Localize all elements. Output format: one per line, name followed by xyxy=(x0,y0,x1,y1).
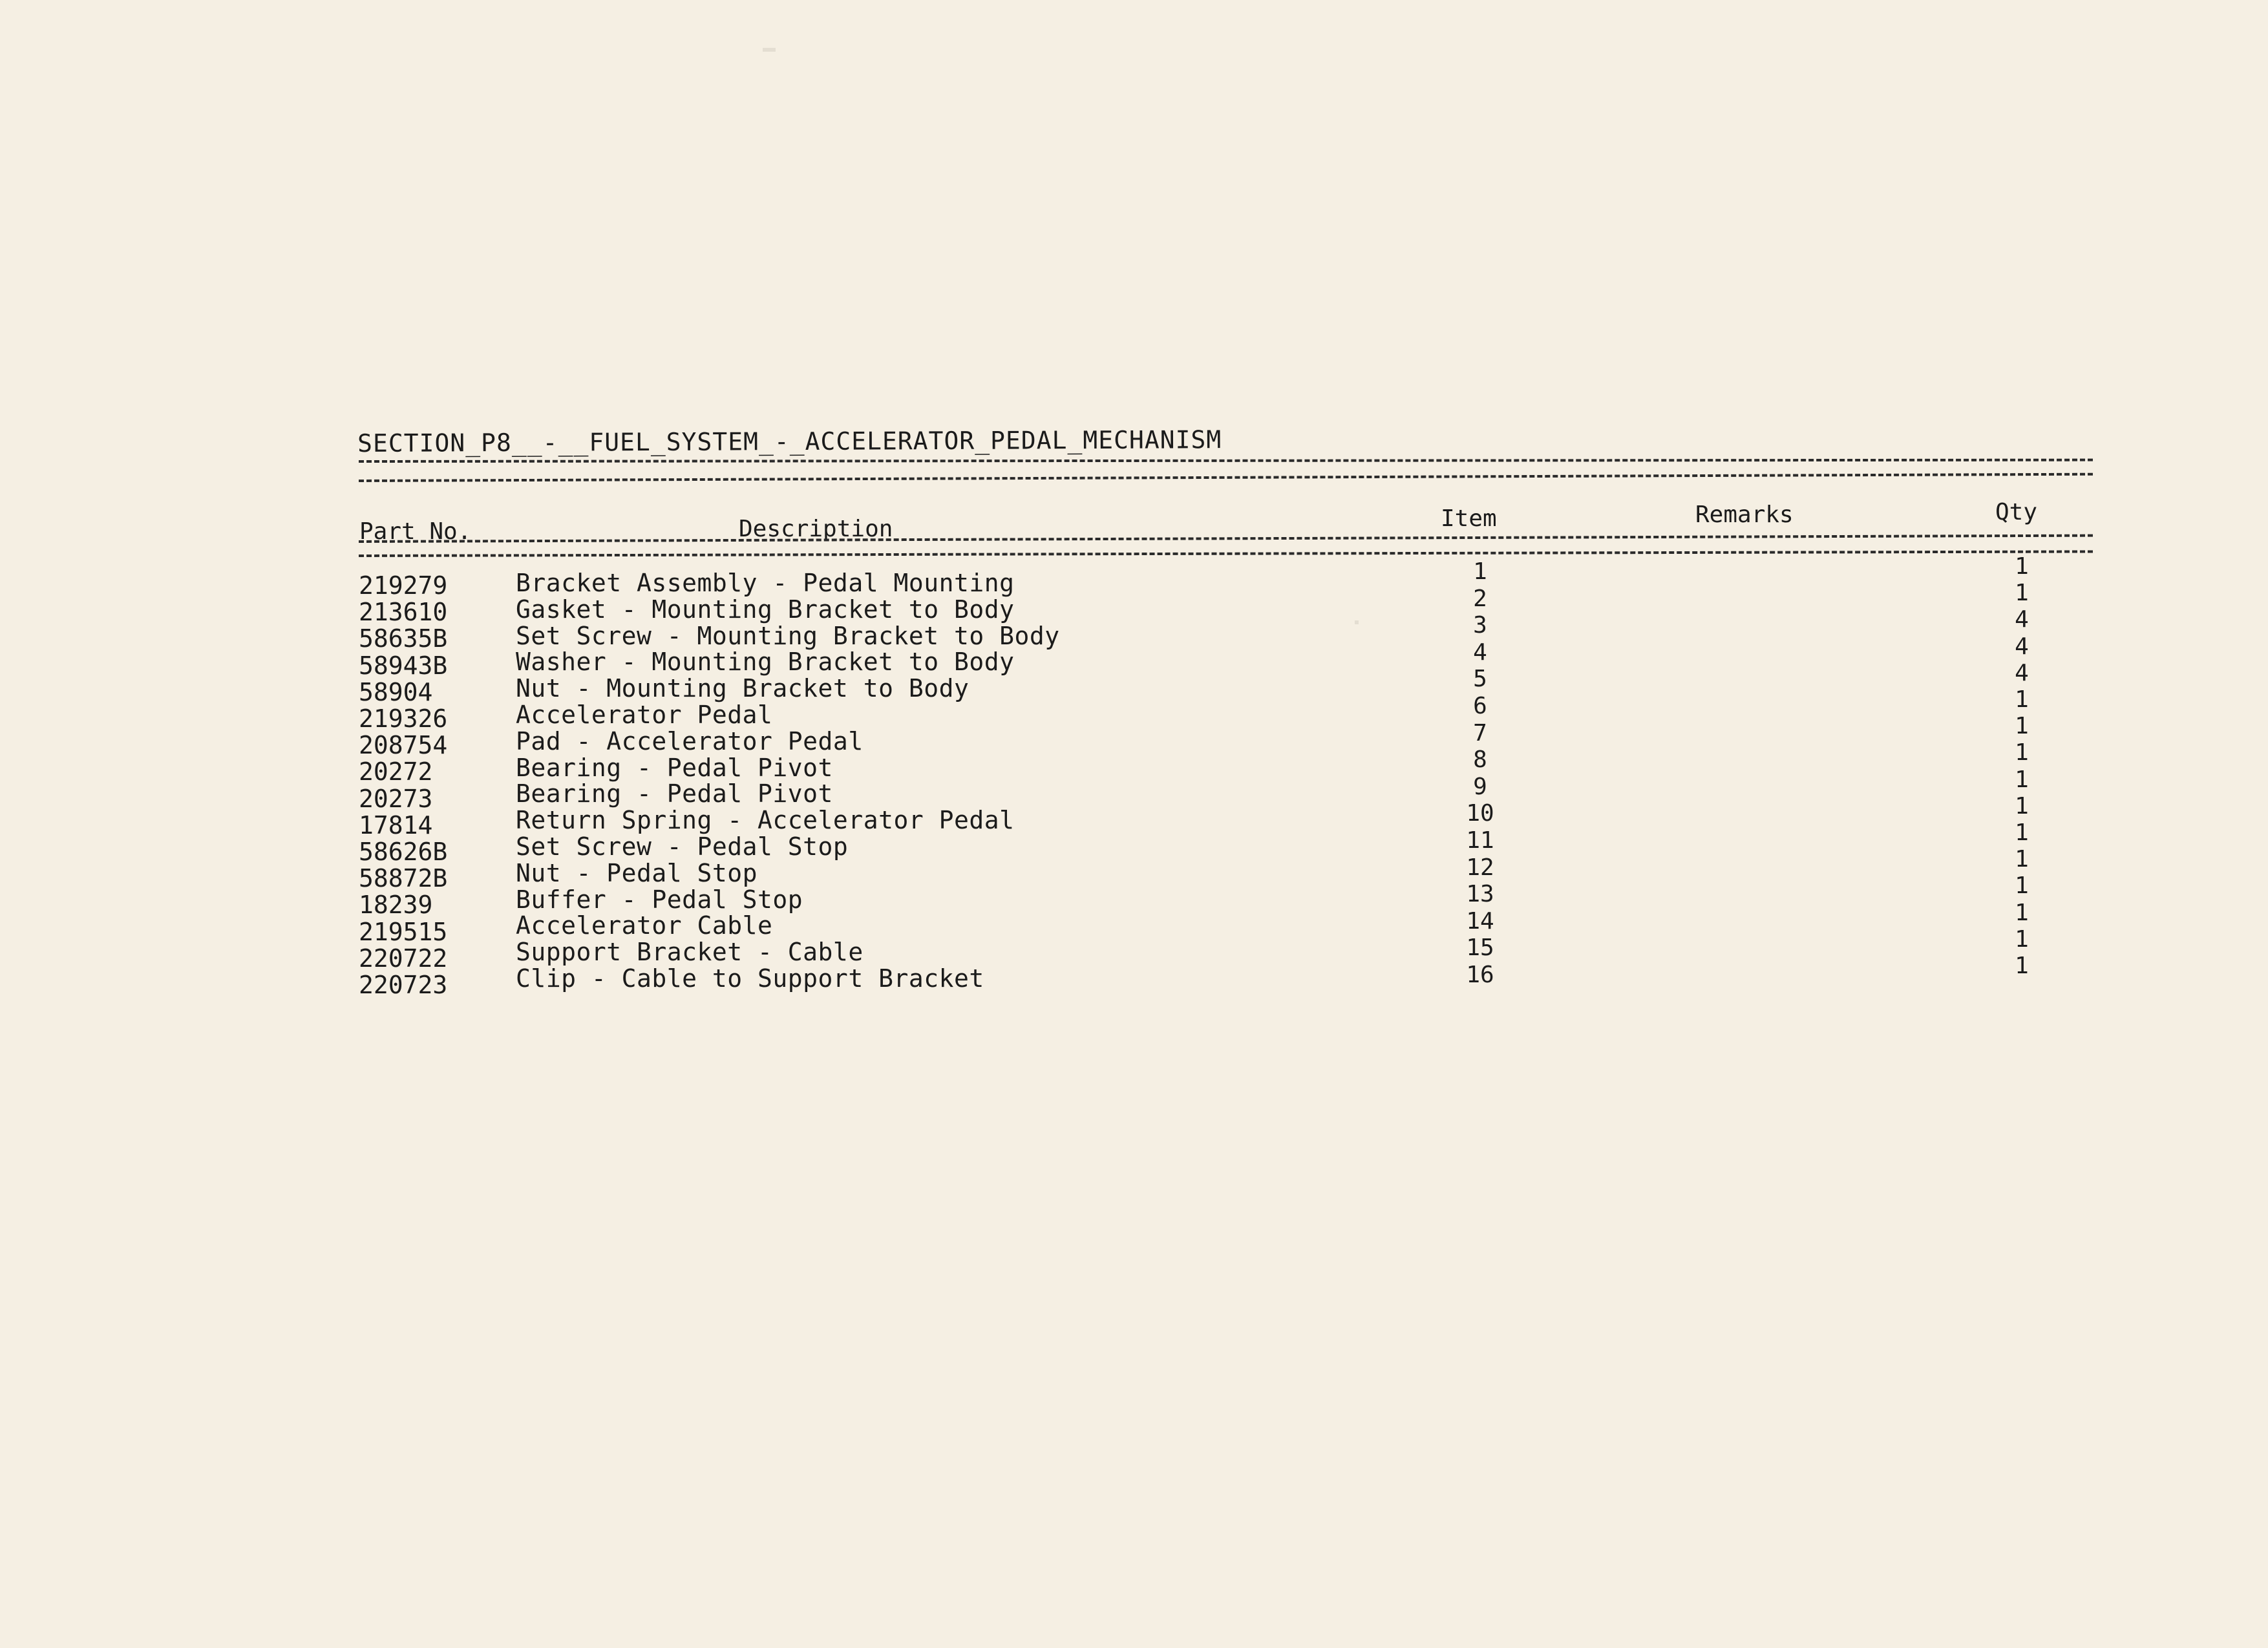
item-number: 16 xyxy=(1466,962,1494,988)
table-row xyxy=(0,911,2268,946)
part-description: Clip - Cable to Support Bracket xyxy=(516,964,984,993)
item-number: 7 xyxy=(1473,719,1487,746)
part-description: Set Screw - Pedal Stop xyxy=(516,832,849,861)
header-remarks: Remarks xyxy=(1695,502,1794,528)
part-description: Nut - Pedal Stop xyxy=(516,858,758,887)
quantity: 4 xyxy=(2015,659,2029,686)
quantity: 1 xyxy=(2015,899,2029,926)
part-description: Support Bracket - Cable xyxy=(516,938,864,967)
table-row xyxy=(0,569,2268,600)
quantity: 1 xyxy=(2015,925,2029,953)
part-number: 219515 xyxy=(359,917,448,946)
item-number: 5 xyxy=(1473,666,1487,693)
table-row xyxy=(0,701,2268,733)
table-row xyxy=(0,595,2268,627)
title-separator-dashes xyxy=(359,473,2093,482)
item-number: 13 xyxy=(1466,881,1494,908)
part-description: Set Screw - Mounting Bracket to Body xyxy=(516,621,1060,650)
table-row xyxy=(0,779,2268,813)
table-row xyxy=(0,806,2268,840)
table-row xyxy=(0,648,2268,680)
part-description: Accelerator Pedal xyxy=(516,701,773,729)
quantity: 1 xyxy=(2015,792,2029,819)
part-description: Return Spring - Accelerator Pedal xyxy=(516,806,1015,835)
part-number: 220723 xyxy=(359,971,448,999)
part-description: Nut - Mounting Bracket to Body xyxy=(516,674,970,703)
section-title: SECTION_P8__-__FUEL_SYSTEM_-_ACCELERATOR_PEDAL_MECHANISM xyxy=(357,425,1222,458)
part-number: 58904 xyxy=(359,677,433,706)
item-number: 14 xyxy=(1466,907,1494,935)
header-description: Description xyxy=(739,516,893,542)
table-top-dashes xyxy=(359,550,2093,557)
header-bottom-dashes xyxy=(359,534,2093,543)
table-row xyxy=(0,832,2268,866)
part-description: Washer - Mounting Bracket to Body xyxy=(516,648,1015,677)
table-row xyxy=(0,674,2268,706)
title-underline-dashes xyxy=(359,459,2093,463)
part-description: Pad - Accelerator Pedal xyxy=(516,726,864,755)
part-description: Gasket - Mounting Bracket to Body xyxy=(516,595,1015,624)
quantity: 1 xyxy=(2015,739,2029,766)
quantity: 1 xyxy=(2015,686,2029,713)
part-number: 58635B xyxy=(359,624,448,653)
item-number: 1 xyxy=(1473,558,1487,585)
quantity: 1 xyxy=(2015,553,2029,580)
quantity: 4 xyxy=(2015,633,2029,660)
item-number: 15 xyxy=(1466,935,1494,962)
quantity: 4 xyxy=(2015,606,2029,633)
item-number: 2 xyxy=(1473,585,1487,612)
quantity: 1 xyxy=(2015,713,2029,740)
part-description: Buffer - Pedal Stop xyxy=(516,885,803,914)
table-row xyxy=(0,858,2268,893)
part-number: 20272 xyxy=(359,757,433,787)
quantity: 1 xyxy=(2015,819,2029,846)
part-number: 208754 xyxy=(359,731,448,760)
table-row xyxy=(0,621,2268,653)
table-row xyxy=(0,938,2268,973)
part-number: 220722 xyxy=(359,944,448,973)
item-number: 9 xyxy=(1473,773,1487,800)
part-number: 219279 xyxy=(359,571,448,600)
quantity: 1 xyxy=(2015,766,2029,793)
item-number: 12 xyxy=(1466,854,1494,881)
part-number: 219326 xyxy=(359,704,448,733)
part-number: 58626B xyxy=(359,838,448,866)
quantity: 1 xyxy=(2015,953,2029,979)
item-number: 6 xyxy=(1473,693,1487,719)
part-number: 17814 xyxy=(359,810,433,840)
quantity: 1 xyxy=(2015,872,2029,900)
item-number: 10 xyxy=(1466,800,1494,827)
part-number: 58943B xyxy=(359,651,448,680)
item-number: 3 xyxy=(1473,612,1487,639)
header-qty: Qty xyxy=(1995,499,2038,525)
part-description: Bearing - Pedal Pivot xyxy=(516,779,833,808)
paper-mark xyxy=(763,48,776,52)
item-number: 11 xyxy=(1466,827,1494,854)
table-row xyxy=(0,964,2268,999)
part-description: Bracket Assembly - Pedal Mounting xyxy=(516,569,1015,597)
item-number: 4 xyxy=(1473,639,1487,666)
header-item: Item xyxy=(1441,505,1497,532)
part-description: Bearing - Pedal Pivot xyxy=(516,753,833,782)
part-number: 58872B xyxy=(359,864,448,893)
table-row xyxy=(0,885,2268,920)
table-row xyxy=(0,726,2268,760)
item-number: 8 xyxy=(1473,746,1487,774)
part-description: Accelerator Cable xyxy=(516,911,773,940)
header-part-no: Part No. xyxy=(359,518,472,545)
part-number: 213610 xyxy=(359,598,448,627)
part-number: 18239 xyxy=(359,891,433,920)
table-row xyxy=(0,753,2268,787)
quantity: 1 xyxy=(2015,846,2029,873)
part-number: 20273 xyxy=(359,784,433,813)
paper-mark xyxy=(1355,620,1359,624)
quantity: 1 xyxy=(2015,580,2029,607)
